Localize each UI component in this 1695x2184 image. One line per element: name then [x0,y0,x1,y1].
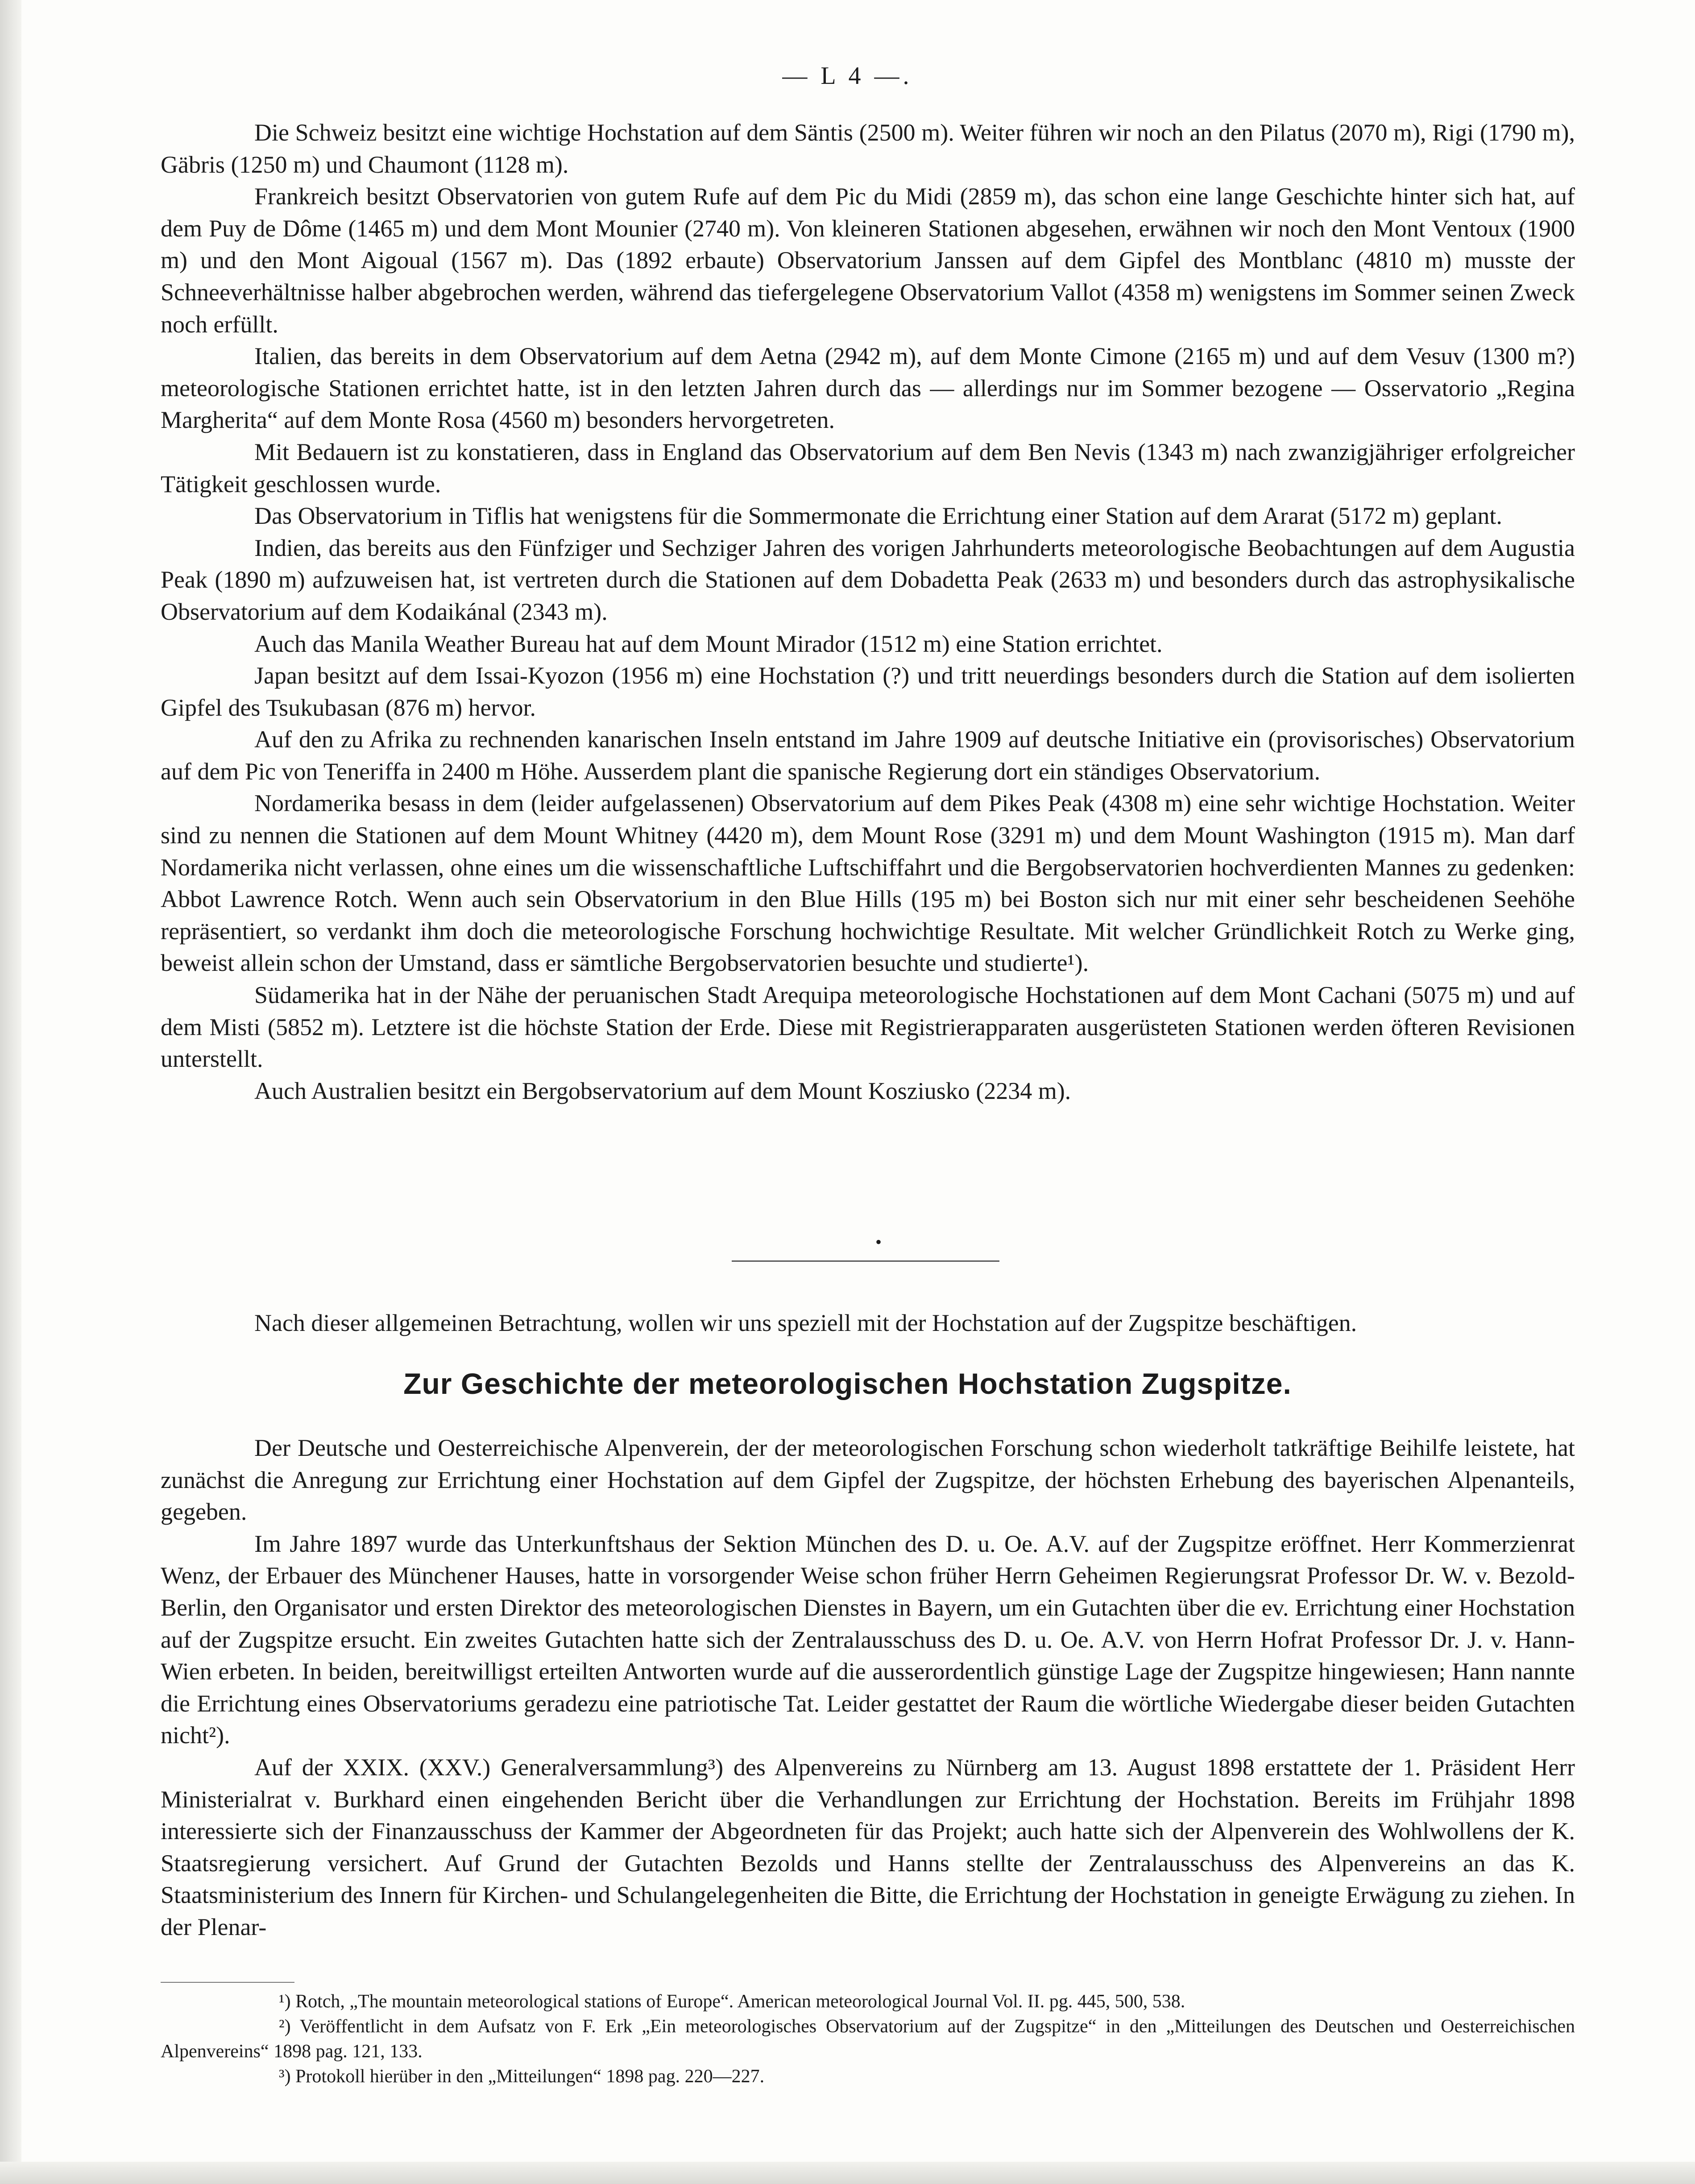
paragraph-india: Indien, das bereits aus den Fünfziger und Sechziger Jahren des vorigen Jahrhunderts meteorologische Beobachtungen auf dem Augustia Peak (1890 m) aufzuweisen hat, ist vertreten durch die Stationen auf dem Dobadetta Peak (2633 m) und besonders durch das astrophysikalische Observatorium auf dem Kodaikánal (2343 m). [161,534,1575,625]
paragraph-south-america: Südamerika hat in der Nähe der peruanischen Stadt Arequipa meteorologische Hochstationen auf dem Mont Cachani (5075 m) und auf dem Misti (5852 m). Letztere ist die höchste Station der Erde. Diese mit Registrierapparaten ausgerüsteten Stationen werden öfteren Revisionen unterstellt. [161,982,1575,1073]
paragraph-switzerland: Die Schweiz besitzt eine wichtige Hochstation auf dem Säntis (2500 m). Weiter führen wir noch an den Pilatus (2070 m), Rigi (1790 m), Gäbris (1250 m) und Chaumont (1128 m). [161,119,1575,178]
scan-edge-shadow [0,0,21,2184]
transition-text [161,1307,1575,1339]
paragraph-australia: Auch Australien besitzt ein Bergobservatorium auf dem Mount Kosziusko (2234 m). [254,1077,1071,1104]
paragraph-england: Mit Bedauern ist zu konstatieren, dass in England das Observatorium auf dem Ben Nevis (1343 m) nach zwanzigjähriger erfolgreicher Tätigkeit geschlossen wurde. [161,438,1575,497]
paragraph-manila: Auch das Manila Weather Bureau hat auf dem Mount Mirador (1512 m) eine Station errichtet. [254,630,1163,657]
paragraph-france: Frankreich besitzt Observatorien von gutem Rufe auf dem Pic du Midi (2859 m), das schon eine lange Geschichte hinter sich hat, auf dem Puy de Dôme (1465 m) und dem Mont Mounier (2740 m). Von kleineren Stationen abgesehen, erwähnen wir noch den Mont Ventoux (1900 m) und den Mont Aigoual (1567 m). Das (1892 erbaute) Observatorium Janssen auf dem Gipfel des Montblanc (4810 m) musste der Schneeverhältnisse halber abgebrochen werden, während das tiefergelegene Observatorium Vallot (4358 m) wenigstens im Sommer seinen Zweck noch erfüllt. [161,183,1575,338]
paragraph-1897: Im Jahre 1897 wurde das Unterkunftshaus der Sektion München des D. u. Oe. A.V. auf der Zugspitze eröffnet. Herr Kommerzienrat Wenz, der Erbauer des Münchener Hauses, hatte in vorsorgender Weise schon früher Herrn Geheimen Regierungsrat Professor Dr. W. v. Bezold-Berlin, den Organisator und ersten Direktor des meteorologischen Dienstes in Bayern, um ein Gutachten über die ev. Errichtung einer Hochstation auf der Zugspitze ersucht. Ein zweites Gutachten hatte sich der Zentralausschuss des D. u. Oe. A.V. von Herrn Hofrat Professor Dr. J. v. Hann-Wien erbeten. In beiden, bereitwilligst erteilten Antworten wurde auf die ausserordentlich günstige Lage der Zugspitze hingewiesen; Hann nannte die Errichtung eines Observatoriums geradezu eine patriotische Tat. Leider gestattet der Raum die wörtliche Wiedergabe dieser beiden Gutachten nicht²). [161,1530,1575,1749]
paragraph-tiflis: Das Observatorium in Tiflis hat wenigstens für die Sommermonate die Errichtung einer Station auf dem Ararat (5172 m) geplant. [254,502,1502,530]
section-divider [732,1260,999,1262]
section-body [161,1432,1575,1944]
paragraph-italy: Italien, das bereits in dem Observatorium auf dem Aetna (2942 m), auf dem Monte Cimone (2165 m) und auf dem Vesuv (1300 m?) meteorologische Stationen errichtet hatte, ist in den letzten Jahren durch das — allerdings nur im Sommer bezogene — Osservatorio „Regina Margherita“ auf dem Monte Rosa (4560 m) besonders hervorgetreten. [161,343,1575,434]
scan-bottom-edge [0,2162,1695,2184]
footnotes [161,1989,1575,2089]
footnote-1: ¹) Rotch, „The mountain meteorological stations of Europe“. American meteorological Journal Vol. II. pg. 445, 500, 538. [279,1991,1185,2012]
paragraph-transition: Nach dieser allgemeinen Betrachtung, wollen wir uns speziell mit der Hochstation auf der Zugspitze beschäftigen. [254,1310,1357,1336]
section-heading: Zur Geschichte der meteorologischen Hochstation Zugspitze. [403,1367,1292,1400]
paragraph-north-america: Nordamerika besass in dem (leider aufgelassenen) Observatorium auf dem Pikes Peak (4308 m) eine sehr wichtige Hochstation. Weiter sind zu nennen die Stationen auf dem Mount Whitney (4420 m), dem Mount Rose (3291 m) und dem Mount Washington (1915 m). Man darf Nordamerika nicht verlassen, ohne eines um die wissenschaftliche Luftschiffahrt und die Bergobservatorien hochverdienten Mannes zu gedenken: Abbot Lawrence Rotch. Wenn auch sein Observatorium in den Blue Hills (195 m) bei Boston sich nur mit einer sehr bescheidenen Seehöhe repräsentiert, so verdankt ihm doch die meteorologische Forschung hochwichtige Resultate. Mit welcher Gründlichkeit Rotch zu Werke ging, beweist allein schon der Umstand, dass er sämtliche Bergobservatorien besuchte und studierte¹). [161,790,1575,977]
paragraph-alpenverein: Der Deutsche und Oesterreichische Alpenverein, der der meteorologischen Forschung schon wiederholt tatkräftige Beihilfe leistete, hat zunächst die Anregung zur Errichtung einer Hochstation auf dem Gipfel der Zugspitze, der höchsten Erhebung des bayerischen Alpenanteils, gegeben. [161,1434,1575,1525]
paragraph-generalversammlung: Auf der XXIX. (XXV.) Generalversammlung³) des Alpenvereins zu Nürnberg am 13. August 1898 erstattete der 1. Präsident Herr Ministerialrat v. Burkhard einen eingehenden Bericht über die Verhandlungen zur Errichtung der Hochstation. Bereits im Frühjahr 1898 interessierte sich der Finanzausschuss der Kammer der Abgeordneten für das Projekt; auch hatte sich der Alpenverein des Wohlwollens der K. Staatsregierung versichert. Auf Grund der Gutachten Bezolds und Hanns stellte der Zentralausschuss des Alpenvereins an das K. Staatsministerium des Innern für Kirchen- und Schulangelegenheiten die Bitte, die Errichtung der Hochstation in geneigte Erwägung zu ziehen. In der Plenar- [161,1753,1575,1940]
page-number: — L 4 —. [782,62,913,90]
footnote-divider [161,1982,294,1983]
decorative-dot: • [875,1232,882,1252]
footnote-2: ²) Veröffentlicht in dem Aufsatz von F. Erk „Ein meteorologisches Observatorium auf der Zugspitze“ in den „Mitteilungen des Deutschen und Oesterreichischen Alpenvereins“ 1898 pag. 121, 133. [161,2016,1575,2062]
footnote-3: ³) Protokoll hierüber in den „Mitteilungen“ 1898 pag. 220—227. [279,2066,765,2087]
paragraph-japan: Japan besitzt auf dem Issai-Kyozon (1956 m) eine Hochstation (?) und tritt neuerdings besonders durch die Station auf dem isolierten Gipfel des Tsukubasan (876 m) hervor. [161,662,1575,721]
paragraph-africa: Auf den zu Afrika zu rechnenden kanarischen Inseln entstand im Jahre 1909 auf deutsche Initiative ein (provisorisches) Observatorium auf dem Pic von Teneriffa in 2400 m Höhe. Ausserdem plant die spanische Regierung dort ein ständiges Observatorium. [161,726,1575,785]
main-text [161,117,1575,1107]
